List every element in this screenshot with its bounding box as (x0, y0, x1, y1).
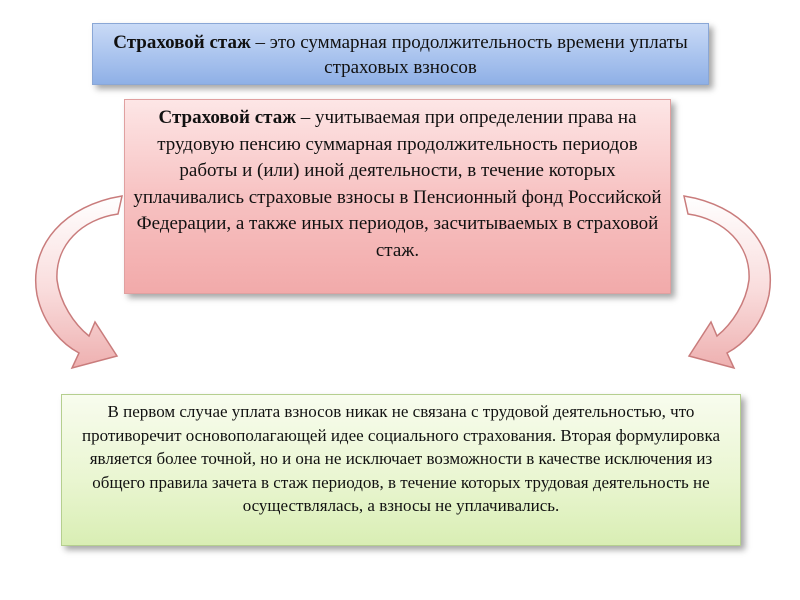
commentary-text: В первом случае уплата взносов никак не связана с трудовой деятельностью, что противоречит основополагающей идее социального страхования. Вторая формулировка является более точной, но и она не исключает возможности в качестве исключения из общего правила зачета в стаж периодов, в течение которых трудовая деятельность не осуществлялась, а взносы не уплачивались. (81, 402, 721, 515)
term-label: Страховой стаж (113, 32, 251, 53)
commentary-box (61, 394, 741, 546)
definition-text: – учитываемая при определении права на трудовую пенсию суммарная продолжительность периодов работы и (или) иной деятельности, в течение которых уплачивались страховые взносы в Пенсионный фонд Российской Федерации, а также иных периодов, засчитываемых в страховой стаж. (133, 107, 662, 261)
left-curved-arrow-icon (36, 196, 122, 368)
definition-box-full (124, 99, 671, 294)
right-curved-arrow-icon (684, 196, 770, 368)
definition-text: – это суммарная продолжительность времени уплаты страховых взносов (250, 32, 688, 78)
term-label: Страховой стаж (158, 107, 296, 128)
definition-box-short (92, 23, 709, 85)
